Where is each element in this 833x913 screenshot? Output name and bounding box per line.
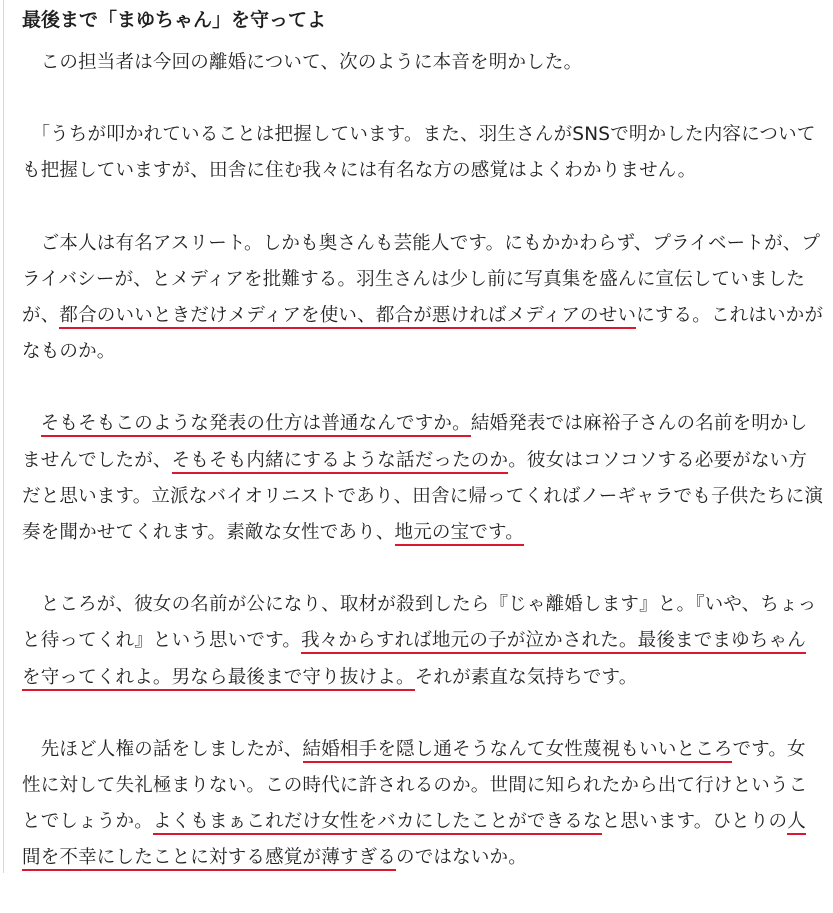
underlined-emphasis: そもそもこのような発表の仕方は普通なんですか。 (41, 413, 471, 437)
underlined-emphasis: そもそも内緒にするような話だったのか (172, 450, 509, 474)
underlined-emphasis: 結婚相手を隠し通そうなんて女性蔑視もいいところ (303, 739, 733, 763)
underlined-emphasis: 地元の宝です。 (395, 522, 524, 546)
paragraph (22, 45, 824, 81)
paragraph-text: にする。これはいかがなものか。 (22, 305, 824, 363)
paragraph-text: と思います。ひとりの (601, 811, 788, 833)
paragraph-text: 先ほど人権の話をしましたが、 (22, 738, 303, 760)
paragraph-text: 「うちが叩かれていることは把握しています。また、羽生さんがSNSで明かした内容についても把握していますが、田舎に住む我々には有名な方の感覚はよくわかりません。 (22, 124, 816, 182)
paragraph-text: です。女性に対して失礼極まりない。この時代に許されるのか。世間に知られたから出て行けということでしょうか。 (22, 738, 808, 833)
underlined-emphasis: 人間を不幸にしたことに対する感覚が薄すぎる (22, 811, 806, 871)
paragraph-text: この担当者は今回の離婚について、次のように本音を明かした。 (22, 52, 583, 73)
paragraph-text: それが素直な気持ちです。 (414, 666, 638, 688)
left-border-rule (3, 0, 4, 873)
paragraph-text: 。彼女はコソコソする必要がない方だと思います。立派なバイオリニストであり、田舎に帰ってくればノーギャラでも子供たちに演奏を聞かせてくれます。素敵な女性であり、 (22, 449, 824, 544)
paragraph (22, 117, 824, 189)
paragraph-text: 結婚発表では麻裕子さんの名前を明かしませんでしたが、 (22, 413, 808, 471)
underlined-emphasis: 我々からすれば地元の子が泣かされた。最後までまゆちゃんを守ってくれよ。男なら最後まで守り抜けよ。 (22, 630, 806, 690)
paragraph-text: ところが、彼女の名前が公になり、取材が殺到したら『じゃ離婚します』と。『いや、ちょっと待ってくれ』という思いです。 (22, 594, 817, 652)
underlined-emphasis: 都合のいいときだけメディアを使い、都合が悪ければメディアのせい (59, 305, 636, 329)
paragraph (22, 226, 824, 371)
underlined-emphasis: よくもまぁこれだけ女性をバカにしたことができるな (153, 811, 602, 835)
paragraph-text: ご本人は有名アスリート。しかも奥さんも芸能人です。にもかかわらず、プライベートが、プライバシーが、とメディアを批難する。羽生さんは少し前に写真集を盛んに宣伝していましたが、 (22, 232, 821, 327)
section-heading: 最後まで「まゆちゃん」を守ってよ (22, 9, 327, 31)
paragraph (22, 732, 824, 877)
paragraph-list (22, 45, 824, 877)
paragraph (22, 587, 824, 696)
paragraph-text: のではないか。 (396, 847, 527, 869)
article-body (22, 0, 824, 913)
paragraph-text (22, 413, 41, 434)
paragraph (22, 406, 824, 551)
